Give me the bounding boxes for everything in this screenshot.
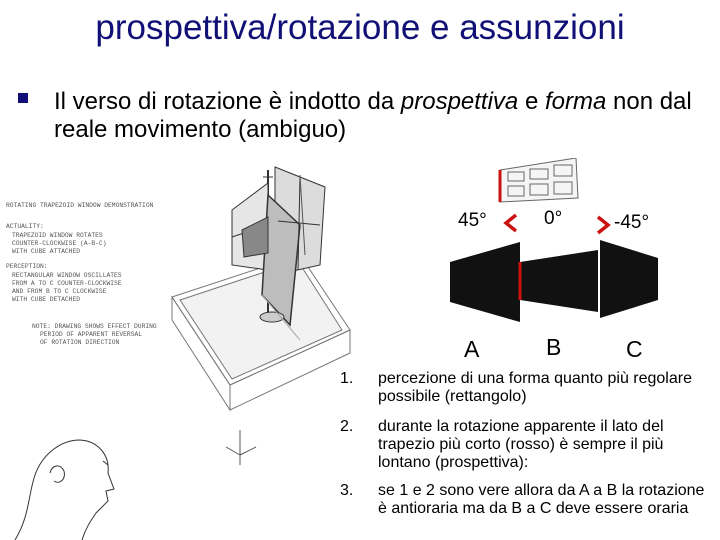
letter-b: B <box>546 334 562 360</box>
trapezoid-window-illustration <box>0 155 355 540</box>
perception-line: AND FROM B TO C CLOCKWISE <box>12 288 107 295</box>
list-item-number: 2. <box>340 418 354 435</box>
actuality-line: TRAPEZOID WINDOW ROTATES <box>12 232 103 239</box>
trapezoid-b <box>518 250 600 314</box>
note-line: NOTE: DRAWING SHOWS EFFECT DURING <box>32 323 157 330</box>
actuality-label: ACTUALITY: <box>6 223 44 230</box>
list-item-text: percezione di una forma quanto più regolare possibile (rettangolo) <box>378 370 692 405</box>
drawing-heading: ROTATING TRAPEZOID WINDOW DEMONSTRATION <box>6 202 154 209</box>
angle-label-a: 45° <box>458 210 487 231</box>
bullet-square-icon <box>18 93 28 103</box>
list-item-text: se 1 e 2 sono vere allora da A a B la rotazione è antioraria ma da B a C deve essere oraria <box>378 482 705 517</box>
window-thumbnail <box>498 158 580 204</box>
perception-line: WITH CUBE DETACHED <box>12 296 81 303</box>
perception-line: FROM A TO C COUNTER-CLOCKWISE <box>12 280 122 287</box>
clockwise-arrow-icon <box>594 214 612 236</box>
note-line: OF ROTATION DIRECTION <box>40 339 120 346</box>
letter-a: A <box>464 336 480 362</box>
perception-label: PERCEPTION: <box>6 263 48 270</box>
actuality-line: WITH CUBE ATTACHED <box>12 248 81 255</box>
list-item-number: 3. <box>340 482 354 499</box>
angle-label-c: -45° <box>614 212 650 233</box>
angle-label-b: 0° <box>544 208 563 229</box>
counterclockwise-arrow-icon <box>502 212 520 234</box>
note-line: PERIOD OF APPARENT REVERSAL <box>40 331 143 338</box>
bullet-text: Il verso di rotazione è indotto da prospettiva e forma non dal reale movimento (ambiguo) <box>54 88 692 143</box>
list-item-number: 1. <box>340 370 354 387</box>
trapezoid-a <box>450 240 522 324</box>
actuality-line: COUNTER-CLOCKWISE (A-B-C) <box>12 240 107 247</box>
letter-c: C <box>626 336 643 362</box>
perception-line: RECTANGULAR WINDOW OSCILLATES <box>12 272 122 279</box>
list-item-text: durante la rotazione apparente il lato del trapezio più corto (rosso) è sempre il più lontano (prospettiva): <box>378 418 664 471</box>
trapezoid-c <box>600 240 660 320</box>
slide-title: prospettiva/rotazione e assunzioni <box>95 8 625 47</box>
